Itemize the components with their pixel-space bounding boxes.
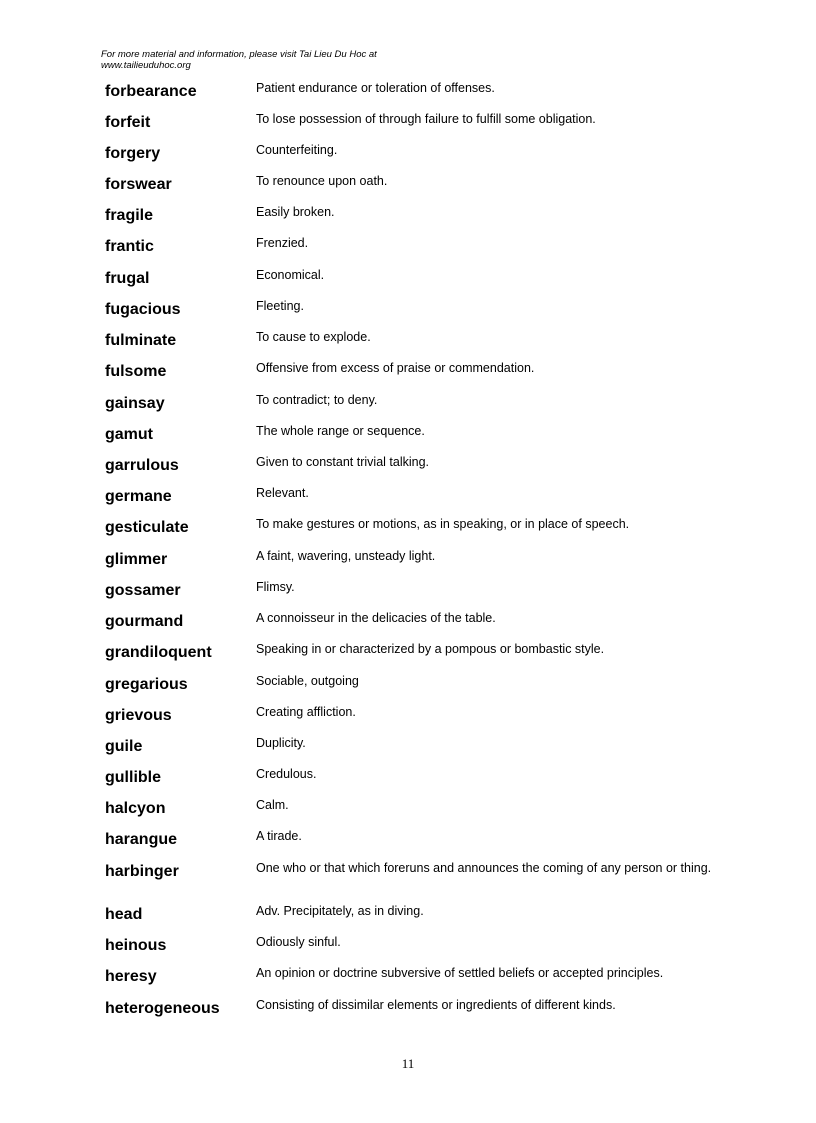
entry-term: germane — [105, 488, 172, 505]
entry-term: fulsome — [105, 363, 167, 380]
entry-term: gregarious — [105, 676, 188, 693]
entry-term: gossamer — [105, 582, 181, 599]
entry-term: heinous — [105, 937, 167, 954]
entry-term: heterogeneous — [105, 1000, 220, 1017]
entry-term: forfeit — [105, 114, 151, 131]
entry-term: grandiloquent — [105, 644, 212, 661]
entry-term: fulminate — [105, 332, 177, 349]
entry-definition: A faint, wavering, unsteady light. — [256, 549, 436, 563]
entry-term: fugacious — [105, 301, 181, 318]
entry-definition: To contradict; to deny. — [256, 393, 378, 407]
entry-definition: Speaking in or characterized by a pompous or bombastic style. — [256, 642, 605, 656]
entry-definition: A tirade. — [256, 829, 302, 843]
header-line-1: For more material and information, please visit Tai Lieu Du Hoc at — [101, 49, 377, 60]
page-number: 11 — [401, 1056, 415, 1071]
entry-term: forbearance — [105, 83, 197, 100]
entry-definition: Frenzied. — [256, 236, 309, 250]
entry-definition: To cause to explode. — [256, 330, 371, 344]
entry-term: gamut — [105, 426, 153, 443]
entry-definition: The whole range or sequence. — [256, 424, 425, 438]
entry-definition: To renounce upon oath. — [256, 174, 388, 188]
header-url: www.tailieuduhoc.org — [101, 60, 191, 71]
entry-term: gesticulate — [105, 519, 189, 536]
entry-term: grievous — [105, 707, 172, 724]
entry-definition: Sociable, outgoing — [256, 674, 359, 688]
entry-definition: Given to constant trivial talking. — [256, 455, 429, 469]
entry-definition: Calm. — [256, 798, 289, 812]
entry-definition: Easily broken. — [256, 205, 335, 219]
entry-term: gainsay — [105, 395, 165, 412]
entry-definition: Fleeting. — [256, 299, 304, 313]
entry-definition: One who or that which foreruns and announces the coming of any person or thing. — [256, 861, 712, 875]
entry-definition: Relevant. — [256, 486, 309, 500]
entry-definition: Economical. — [256, 268, 325, 282]
entry-term: harangue — [105, 831, 178, 848]
entry-definition: Adv. Precipitately, as in diving. — [256, 904, 424, 918]
entry-definition: Odiously sinful. — [256, 935, 341, 949]
entry-definition: Creating affliction. — [256, 705, 356, 719]
entry-definition: Credulous. — [256, 767, 317, 781]
entry-definition: A connoisseur in the delicacies of the table. — [256, 611, 496, 625]
entry-term: harbinger — [105, 863, 179, 880]
entry-term: gourmand — [105, 613, 184, 630]
entry-term: fragile — [105, 207, 154, 224]
entry-definition: Offensive from excess of praise or commendation. — [256, 361, 535, 375]
entry-term: forgery — [105, 145, 161, 162]
entry-term: halcyon — [105, 800, 166, 817]
entry-definition: To lose possession of through failure to fulfill some obligation. — [256, 112, 596, 126]
entry-term: garrulous — [105, 457, 179, 474]
entry-definition: Flimsy. — [256, 580, 295, 594]
entry-term: guile — [105, 738, 143, 755]
entry-term: head — [105, 906, 143, 923]
entry-definition: An opinion or doctrine subversive of settled beliefs or accepted principles. — [256, 966, 664, 980]
entry-term: frantic — [105, 238, 154, 255]
entry-term: heresy — [105, 968, 157, 985]
entry-term: gullible — [105, 769, 161, 786]
entry-definition: Patient endurance or toleration of offenses. — [256, 81, 495, 95]
entry-definition: Counterfeiting. — [256, 143, 338, 157]
entry-term: frugal — [105, 270, 150, 287]
entry-term: forswear — [105, 176, 172, 193]
entry-definition: Duplicity. — [256, 736, 306, 750]
entry-term: glimmer — [105, 551, 168, 568]
entry-definition: Consisting of dissimilar elements or ingredients of different kinds. — [256, 998, 616, 1012]
entry-definition: To make gestures or motions, as in speaking, or in place of speech. — [256, 517, 630, 531]
